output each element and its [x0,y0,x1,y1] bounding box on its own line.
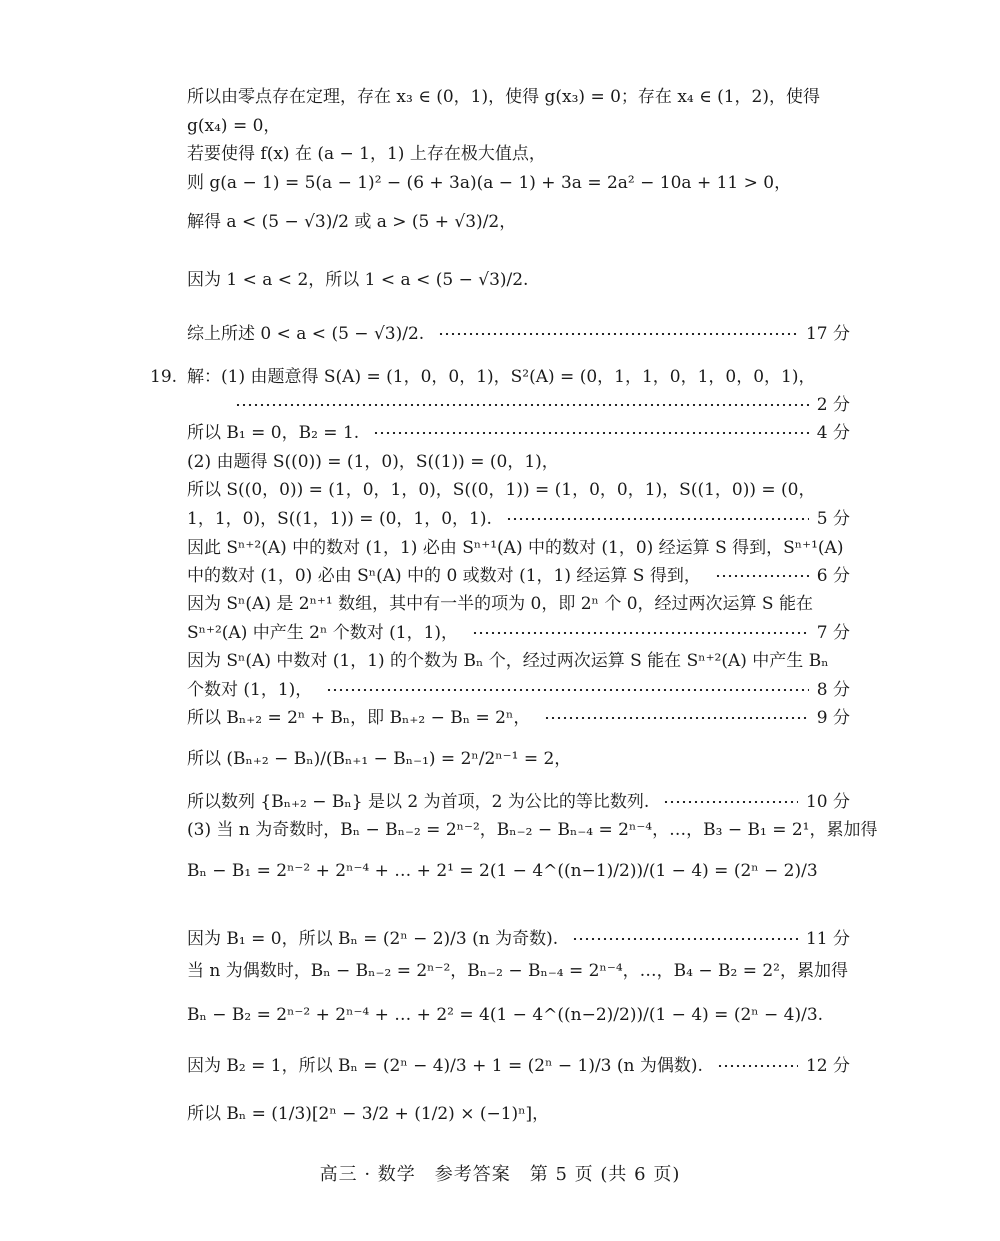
solution-line [187,323,850,345]
solution-line [187,115,850,137]
line-text: 个数对 (1，1)， [187,680,313,700]
score-mark: 5 分 [816,509,850,529]
page-footer: 高三 · 数学 参考答案 第 5 页 (共 6 页) [319,1164,681,1185]
line-text: 中的数对 (1，0) 必由 Sⁿ(A) 中的 0 或数对 (1，1) 经运算 S 得到， [187,566,701,586]
line-text: 所以 Bₙ = (1/3)[2ⁿ − 3/2 + (1/2) × (−1)ⁿ]， [187,1104,550,1124]
line-text: 所以 (Bₙ₊₂ − Bₙ)/(Bₙ₊₁ − Bₙ₋₁) = 2ⁿ/2ⁿ⁻¹ = 2， [187,749,572,769]
dot-leader [717,1065,798,1067]
solution-line [187,211,850,233]
solution-line [187,622,850,644]
line-text: 若要使得 f(x) 在 (a − 1，1) 上存在极大值点， [187,144,546,164]
line-text: 因为 1 < a < 2，所以 1 < a < (5 − √3)/2. [187,270,529,290]
line-text: 所以 S((0，0)) = (1，0，1，0)，S((0，1)) = (1，0，0，1)，S((1，0)) = (0， [187,480,816,500]
score-mark: 4 分 [816,423,850,443]
line-text: Bₙ − B₂ = 2ⁿ⁻² + 2ⁿ⁻⁴ + … + 2² = 4(1 − 4^((n−2)/2))/(1 − 4) = (2ⁿ − 4)/3. [187,1005,824,1025]
solution-line [187,1055,850,1077]
line-text: 因为 B₁ = 0，所以 Bₙ = (2ⁿ − 2)/3 (n 为奇数). [187,929,559,949]
solution-line [187,86,850,108]
score-mark: 10 分 [805,792,850,812]
score-mark: 7 分 [816,623,850,643]
solution-line [187,422,850,444]
solution-line [187,593,850,615]
line-text: 解：(1) 由题意得 S(A) = (1，0，0，1)，S²(A) = (0，1，1，0，1，0，0，1)， [187,367,816,387]
solution-line [187,860,850,882]
line-text: (3) 当 n 为奇数时，Bₙ − Bₙ₋₂ = 2ⁿ⁻²，Bₙ₋₂ − Bₙ₋₄ = 2ⁿ⁻⁴，…，B₃ − B₁ = 2¹，累加得 [187,820,878,840]
line-text: 解得 a < (5 − √3)/2 或 a > (5 + √3)/2， [187,212,517,232]
solution-line [187,565,850,587]
dot-leader [326,689,808,691]
solution-line [187,508,850,530]
line-text: 所以由零点存在定理，存在 x₃ ∈ (0，1)，使得 g(x₃) = 0；存在 x₄ ∈ (1，2)，使得 [187,87,821,107]
dot-leader [506,518,809,520]
solution-line [187,928,850,950]
score-mark: 8 分 [816,680,850,700]
solution-line [187,1103,850,1125]
solution-line [235,394,850,416]
score-mark: 17 分 [805,324,850,344]
score-mark: 6 分 [816,566,850,586]
line-text: 所以 Bₙ₊₂ = 2ⁿ + Bₙ，即 Bₙ₊₂ − Bₙ = 2ⁿ， [187,708,531,728]
line-text: Sⁿ⁺²(A) 中产生 2ⁿ 个数对 (1，1)， [187,623,459,643]
solution-line [187,650,850,672]
solution-line [187,479,850,501]
score-mark: 2 分 [816,395,850,415]
solution-line [187,1004,850,1026]
line-text: 所以数列 {Bₙ₊₂ − Bₙ} 是以 2 为首项，2 为公比的等比数列. [187,792,650,812]
line-text: 综上所述 0 < a < (5 − √3)/2. [187,324,425,344]
score-mark: 9 分 [816,708,850,728]
line-text: g(x₄) = 0， [187,116,281,136]
score-mark: 12 分 [805,1056,850,1076]
solution-line [187,451,850,473]
line-text: 因为 B₂ = 1，所以 Bₙ = (2ⁿ − 4)/3 + 1 = (2ⁿ − 1)/3 (n 为偶数). [187,1056,703,1076]
question-number: 19. [150,367,178,387]
solution-line [187,172,850,194]
solution-line [187,819,878,841]
solution-line [187,707,850,729]
line-text: 1，1，0)，S((1，1)) = (0，1，0，1). [187,509,492,529]
dot-leader [373,432,809,434]
dot-leader [472,632,809,634]
solution-line [187,791,850,813]
dot-leader [715,575,809,577]
line-text: 因为 Sⁿ(A) 是 2ⁿ⁺¹ 数组，其中有一半的项为 0，即 2ⁿ 个 0，经过两次运算 S 能在 [187,594,813,614]
dot-leader [438,333,798,335]
solution-line [187,143,850,165]
solution-line [187,679,850,701]
solution-line [187,748,850,770]
dot-leader [544,717,808,719]
dot-leader [663,801,798,803]
line-text: (2) 由题得 S((0)) = (1，0)，S((1)) = (0，1)， [187,452,559,472]
line-text: 因此 Sⁿ⁺²(A) 中的数对 (1，1) 必由 Sⁿ⁺¹(A) 中的数对 (1，0) 经运算 S 得到，Sⁿ⁺¹(A) [187,538,844,558]
line-text: 则 g(a − 1) = 5(a − 1)² − (6 + 3a)(a − 1) + 3a = 2a² − 10a + 11 > 0， [187,173,792,193]
dot-leader [235,404,809,406]
solution-line [187,960,850,982]
line-text: Bₙ − B₁ = 2ⁿ⁻² + 2ⁿ⁻⁴ + … + 2¹ = 2(1 − 4^((n−1)/2))/(1 − 4) = (2ⁿ − 2)/3 [187,861,818,881]
line-text: 所以 B₁ = 0，B₂ = 1. [187,423,360,443]
score-mark: 11 分 [805,929,850,949]
solution-line [187,269,850,291]
line-text: 当 n 为偶数时，Bₙ − Bₙ₋₂ = 2ⁿ⁻²，Bₙ₋₂ − Bₙ₋₄ = 2ⁿ⁻⁴，…，B₄ − B₂ = 2²，累加得 [187,961,848,981]
solution-line [187,537,850,559]
dot-leader [572,938,798,940]
solution-line [187,366,850,388]
line-text: 因为 Sⁿ(A) 中数对 (1，1) 的个数为 Bₙ 个，经过两次运算 S 能在 Sⁿ⁺²(A) 中产生 Bₙ [187,651,829,671]
